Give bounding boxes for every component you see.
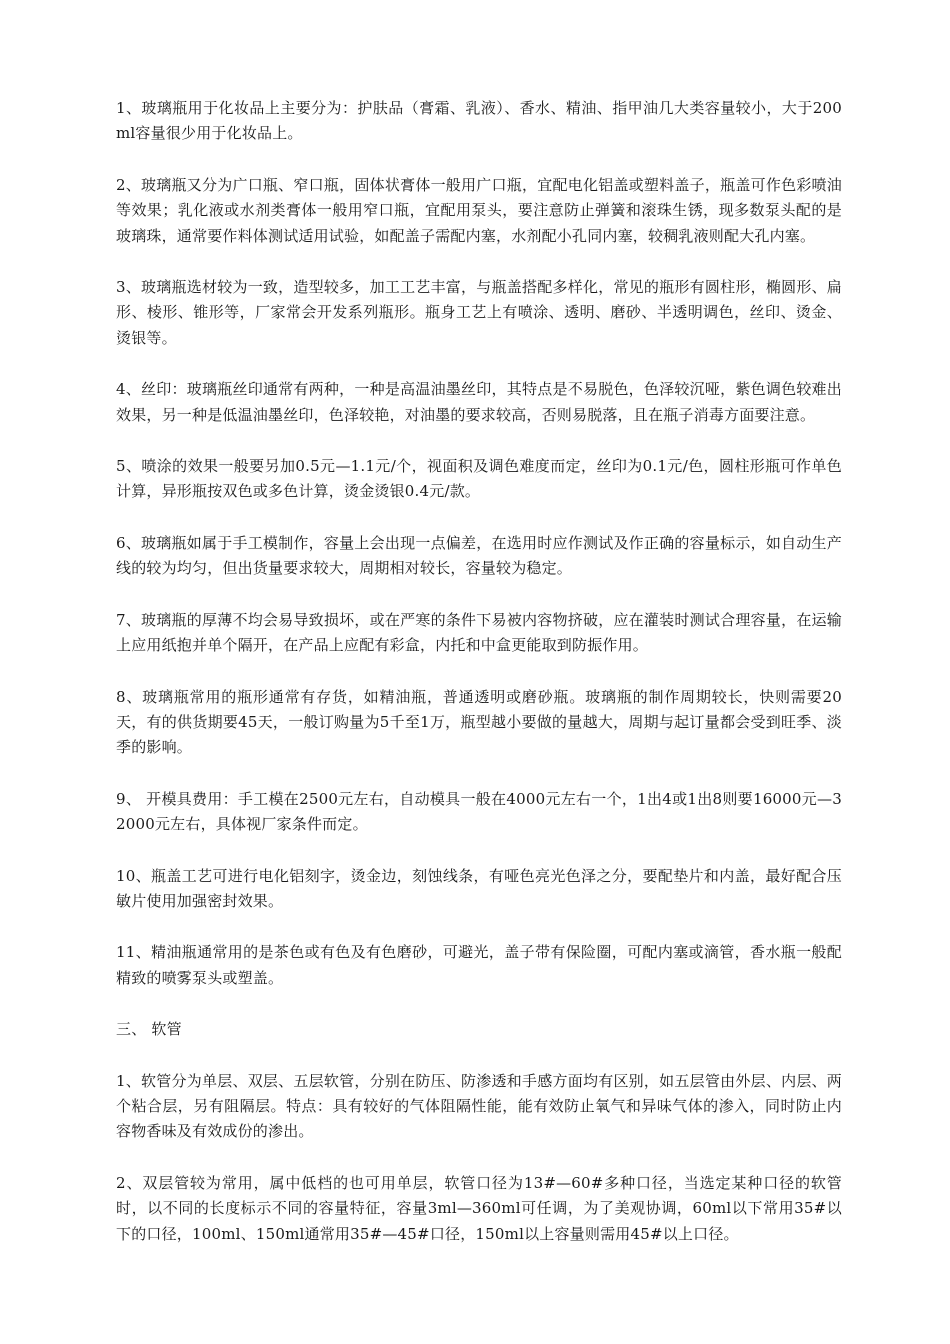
paragraph-glass-7: 7、玻璃瓶的厚薄不均会易导致损坏，或在严寒的条件下易被内容物挤破，应在灌装时测试合理容量，在运输上应用纸抱并单个隔开，在产品上应配有彩盒，内托和中盒更能取到防振作用。 xyxy=(116,610,842,655)
paragraph-glass-2: 2、玻璃瓶又分为广口瓶、窄口瓶，固体状膏体一般用广口瓶，宜配电化铝盖或塑料盖子，瓶盖可作色彩喷油等效果；乳化液或水剂类膏体一般用窄口瓶，宜配用泵头，要注意防止弹簧和滚珠生锈，现多数泵头配的是玻璃珠，通常要作料体测试适用试验，如配盖子需配内塞，水剂配小孔同内塞，较稠乳液则配大孔内塞。 xyxy=(116,175,842,245)
paragraph-tube-1: 1、软管分为单层、双层、五层软管，分别在防压、防渗透和手感方面均有区别，如五层管由外层、内层、两个粘合层，另有阻隔层。特点：具有较好的气体阻隔性能，能有效防止氧气和异味气体的渗入，同时防止内容物香味及有效成份的渗出。 xyxy=(116,1071,842,1141)
paragraph-glass-5: 5、喷涂的效果一般要另加0.5元—1.1元/个，视面积及调色难度而定，丝印为0.1元/色，圆柱形瓶可作单色计算，异形瓶按双色或多色计算，烫金烫银0.4元/款。 xyxy=(116,457,842,501)
paragraph-glass-10: 10、瓶盖工艺可进行电化铝刻字，烫金边，刻蚀线条，有哑色亮光色泽之分，要配垫片和内盖，最好配合压敏片使用加强密封效果。 xyxy=(116,866,842,910)
paragraph-glass-4: 4、丝印：玻璃瓶丝印通常有两种，一种是高温油墨丝印，其特点是不易脱色，色泽较沉哑，紫色调色较难出效果，另一种是低温油墨丝印，色泽较艳，对油墨的要求较高，否则易脱落，且在瓶子消毒方面要注意。 xyxy=(116,380,842,424)
paragraph-glass-6: 6、玻璃瓶如属于手工模制作，容量上会出现一点偏差，在选用时应作测试及作正确的容量标示，如自动生产线的较为均匀，但出货量要求较大，周期相对较长，容量较为稳定。 xyxy=(116,533,842,578)
paragraph-glass-1: 1、玻璃瓶用于化妆品上主要分为：护肤品（膏霜、乳液）、香水、精油、指甲油几大类容量较小，大于200ml容量很少用于化妆品上。 xyxy=(116,99,842,143)
paragraph-tube-2: 2、双层管较为常用，属中低档的也可用单层，软管口径为13#—60#多种口径，当选定某种口径的软管时，以不同的长度标示不同的容量特征，容量3ml—360ml可任调，为了美观协调，60ml以下常用35#以下的口径，100ml、150ml通常用35#—45#口径，150ml以上容量则需用45#以上口径。 xyxy=(116,1173,842,1243)
document-page xyxy=(116,96,842,1273)
section-heading: 三、 软管 xyxy=(116,1020,182,1039)
paragraph-glass-3: 3、玻璃瓶选材较为一致，造型较多，加工工艺丰富，与瓶盖搭配多样化，常见的瓶形有圆柱形，椭圆形、扁形、棱形、锥形等，厂家常会开发系列瓶形。瓶身工艺上有喷涂、透明、磨砂、半透明调色，丝印、烫金、烫银等。 xyxy=(116,278,842,347)
paragraph-glass-11: 11、精油瓶通常用的是茶色或有色及有色磨砂，可避光，盖子带有保险圈，可配内塞或滴管，香水瓶一般配精致的喷雾泵头或塑盖。 xyxy=(116,943,842,987)
paragraph-glass-8: 8、玻璃瓶常用的瓶形通常有存货，如精油瓶，普通透明或磨砂瓶。玻璃瓶的制作周期较长，快则需要20天，有的供货期要45天，一般订购量为5千至1万，瓶型越小要做的量越大，周期与起订量都会受到旺季、淡季的影响。 xyxy=(116,687,842,757)
paragraph-glass-9: 9、 开模具费用：手工模在2500元左右，自动模具一般在4000元左右一个，1出4或1出8则要16000元—32000元左右，具体视厂家条件而定。 xyxy=(116,789,842,834)
